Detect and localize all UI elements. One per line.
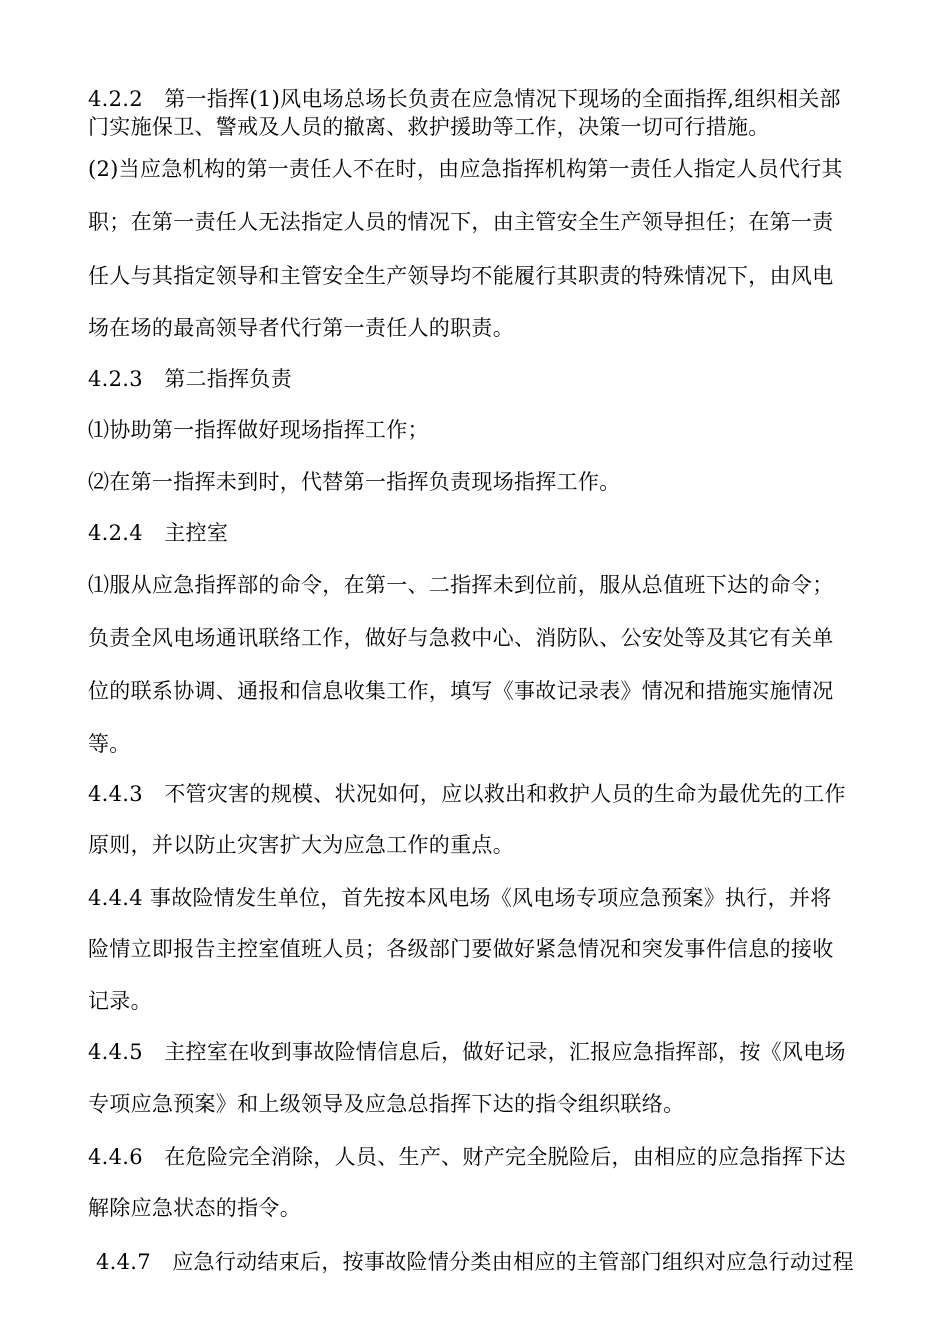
text-line: 4.4.7 应急行动结束后，按事故险情分类由相应的主管部门组织对应急行动过程: [96, 1250, 854, 1274]
text-line: 解除应急状态的指令。: [88, 1196, 301, 1220]
text-line: 4.4.3 不管灾害的规模、状况如何，应以救出和救护人员的生命为最优先的工作: [88, 782, 846, 806]
text-line: ⑵在第一指挥未到时，代替第一指挥负责现场指挥工作。: [88, 470, 621, 494]
text-line: 场在场的最高领导者代行第一责任人的职责。: [88, 316, 514, 340]
text-line: 负责全风电场通讯联络工作，做好与急救中心、消防队、公安处等及其它有关单: [88, 626, 834, 650]
text-line: ⑴协助第一指挥做好现场指挥工作；: [88, 418, 429, 442]
text-line: 4.4.4 事故险情发生单位，首先按本风电场《风电场专项应急预案》执行，并将: [88, 886, 832, 910]
text-line: (2)当应急机构的第一责任人不在时，由应急指挥机构第一责任人指定人员代行其: [88, 157, 843, 181]
text-line: 等。: [88, 732, 131, 756]
text-line: 任人与其指定领导和主管安全生产领导均不能履行其职责的特殊情况下，由风电: [88, 264, 834, 288]
text-line: 门实施保卫、警戒及人员的撤离、救护援助等工作，决策一切可行措施。: [88, 115, 770, 139]
text-line: 4.4.6 在危险完全消除，人员、生产、财产完全脱险后，由相应的应急指挥下达: [88, 1145, 846, 1169]
text-line: ⑴服从应急指挥部的命令，在第一、二指挥未到位前，服从总值班下达的命令；: [88, 573, 834, 597]
section-heading: 4.2.3 第二指挥负责: [88, 367, 293, 391]
text-line: 4.4.5 主控室在收到事故险情信息后，做好记录，汇报应急指挥部，按《风电场: [88, 1040, 846, 1064]
section-heading: 4.2.4 主控室: [88, 521, 229, 545]
text-line: 原则，并以防止灾害扩大为应急工作的重点。: [88, 833, 514, 857]
text-line: 位的联系协调、通报和信息收集工作，填写《事故记录表》情况和措施实施情况: [88, 679, 834, 703]
text-line: 4.2.2 第一指挥(1)风电场总场长负责在应急情况下现场的全面指挥,组织相关部: [88, 87, 841, 111]
text-line: 记录。: [88, 989, 152, 1013]
text-line: 险情立即报告主控室值班人员；各级部门要做好紧急情况和突发事件信息的接收: [88, 937, 834, 961]
text-line: 专项应急预案》和上级领导及应急总指挥下达的指令组织联络。: [88, 1092, 685, 1116]
text-line: 职；在第一责任人无法指定人员的情况下，由主管安全生产领导担任；在第一责: [88, 210, 834, 234]
